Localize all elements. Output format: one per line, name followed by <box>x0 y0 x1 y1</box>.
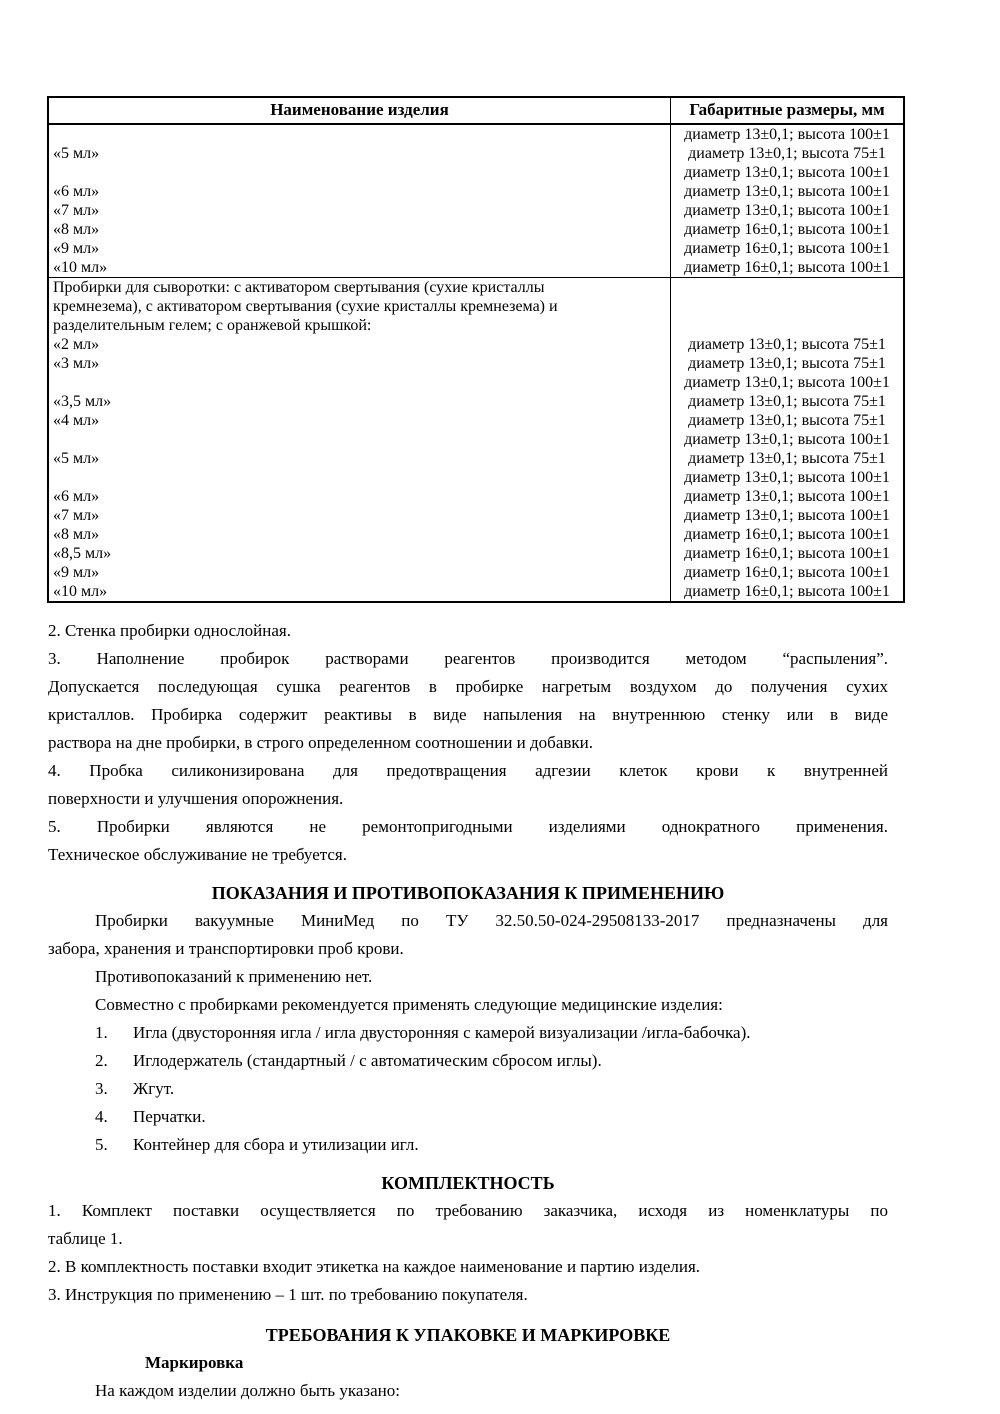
paragraph-label-included: 2. В комплектность поставки входит этикетка на каждое наименование и партию изделия. <box>48 1257 701 1276</box>
dimensions-cell: диаметр 13±0,1; высота 100±1 <box>684 164 890 181</box>
dimensions-cell <box>671 297 903 316</box>
dimensions-cell: диаметр 16±0,1; высота 100±1 <box>684 583 890 600</box>
paragraph-line: 3. Наполнение пробирок растворами реагентов производится методом “распыления”. <box>48 649 888 668</box>
product-dimensions-table <box>47 96 905 603</box>
product-name-cell: «5 мл» <box>49 449 671 468</box>
paragraph-filling <box>48 645 888 757</box>
product-name-cell: «8 мл» <box>49 525 671 544</box>
heading-packaging: ТРЕБОВАНИЯ К УПАКОВКЕ И МАРКИРОВКЕ <box>265 1325 671 1345</box>
list-item-tourniquet <box>48 1075 888 1103</box>
table-row <box>49 220 903 239</box>
list-item-gloves <box>48 1103 888 1131</box>
dimensions-cell <box>671 278 903 297</box>
dimensions-cell <box>671 316 903 335</box>
dimensions-cell: диаметр 13±0,1; высота 75±1 <box>688 336 886 353</box>
product-name-cell <box>49 373 671 392</box>
paragraph-marking-intro: На каждом изделии должно быть указано: <box>95 1381 400 1400</box>
table-section-serum-tubes <box>49 278 903 601</box>
list-number: 3. <box>95 1079 108 1098</box>
table-row <box>49 297 903 316</box>
table-row <box>49 239 903 258</box>
dimensions-cell: диаметр 13±0,1; высота 75±1 <box>688 355 886 372</box>
paragraph-instruction: 3. Инструкция по применению – 1 шт. по требованию покупателя. <box>48 1285 528 1304</box>
dimensions-cell: диаметр 13±0,1; высота 100±1 <box>684 126 890 143</box>
product-name-cell: «8,5 мл» <box>49 544 671 563</box>
table-row <box>49 373 903 392</box>
product-name-cell: «9 мл» <box>49 563 671 582</box>
dimensions-cell: диаметр 13±0,1; высота 100±1 <box>684 469 890 486</box>
paragraph-line: Допускается последующая сушка реагентов в пробирке нагретым воздухом до получения сухих <box>48 677 888 696</box>
list-text: Жгут. <box>133 1079 175 1098</box>
table-row <box>49 125 903 144</box>
product-name-cell: «10 мл» <box>49 582 671 601</box>
table-row <box>49 335 903 354</box>
list-text: Перчатки. <box>133 1107 206 1126</box>
product-name-cell: «6 мл» <box>49 182 671 201</box>
product-name-cell <box>49 430 671 449</box>
paragraph-line: Пробирки вакуумные МиниМед по ТУ 32.50.50-024-29508133-2017 предназначены для <box>95 911 888 930</box>
serum-tube-description-line: кремнезема), с активатором свертывания (сухие кристаллы кремнезема) и <box>49 297 671 316</box>
dimensions-cell: диаметр 13±0,1; высота 100±1 <box>684 374 890 391</box>
table-section-plain-tubes <box>49 125 903 278</box>
dimensions-cell: диаметр 16±0,1; высота 100±1 <box>684 545 890 562</box>
list-item-container <box>48 1131 888 1159</box>
table-row <box>49 163 903 182</box>
product-name-cell: «9 мл» <box>49 239 671 258</box>
product-name-cell: «5 мл» <box>49 144 671 163</box>
dimensions-header: Габаритные размеры, мм <box>689 100 885 119</box>
dimensions-cell: диаметр 13±0,1; высота 75±1 <box>688 393 886 410</box>
serum-tube-description-line: разделительным гелем; с оранжевой крышкой: <box>49 316 671 335</box>
dimensions-cell: диаметр 13±0,1; высота 75±1 <box>688 450 886 467</box>
paragraph-line: 4. Пробка силиконизирована для предотвращения адгезии клеток крови к внутренней <box>48 761 888 780</box>
paragraph-line: забора, хранения и транспортировки проб крови. <box>48 939 404 958</box>
paragraph-line: 1. Комплект поставки осуществляется по требованию заказчика, исходя из номенклатуры по <box>48 1201 888 1220</box>
paragraph-stopper <box>48 757 888 813</box>
paragraph-line: поверхности и улучшения опорожнения. <box>48 789 344 808</box>
table-row <box>49 144 903 163</box>
list-number: 4. <box>95 1107 108 1126</box>
dimensions-cell: диаметр 16±0,1; высота 100±1 <box>684 526 890 543</box>
list-item-needle <box>48 1019 888 1047</box>
paragraph-line: 5. Пробирки являются не ремонтопригодными изделиями однократного применения. <box>48 817 888 836</box>
dimensions-cell: диаметр 16±0,1; высота 100±1 <box>684 240 890 257</box>
paragraph-single-use <box>48 813 888 869</box>
product-name-cell <box>49 468 671 487</box>
table-row <box>49 544 903 563</box>
serum-tube-description-line: Пробирки для сыворотки: с активатором свертывания (сухие кристаллы <box>49 278 671 297</box>
table-row <box>49 582 903 601</box>
document-body <box>48 617 888 1405</box>
paragraph-purpose <box>48 907 888 963</box>
product-name-cell: «3,5 мл» <box>49 392 671 411</box>
paragraph-wall: 2. Стенка пробирки однослойная. <box>48 621 291 640</box>
subheading-marking: Маркировка <box>145 1353 244 1372</box>
table-row <box>49 525 903 544</box>
dimensions-cell: диаметр 13±0,1; высота 100±1 <box>684 488 890 505</box>
list-text: Контейнер для сбора и утилизации игл. <box>133 1135 419 1154</box>
heading-indications: ПОКАЗАНИЯ И ПРОТИВОПОКАЗАНИЯ К ПРИМЕНЕНИЮ <box>211 883 725 903</box>
product-name-cell: «7 мл» <box>49 506 671 525</box>
list-number: 1. <box>95 1023 108 1042</box>
dimensions-cell: диаметр 13±0,1; высота 100±1 <box>684 431 890 448</box>
paragraph-line: кристаллов. Пробирка содержит реактивы в виде напыления на внутреннюю стенку или в виде <box>48 705 888 724</box>
dimensions-cell: диаметр 16±0,1; высота 100±1 <box>684 221 890 238</box>
product-name-cell: «6 мл» <box>49 487 671 506</box>
paragraph-line: Техническое обслуживание не требуется. <box>48 845 348 864</box>
table-row <box>49 506 903 525</box>
paragraph-recommended-devices: Совместно с пробирками рекомендуется применять следующие медицинские изделия: <box>95 995 723 1014</box>
table-row <box>49 487 903 506</box>
product-name-cell <box>49 163 671 182</box>
paragraph-line: раствора на дне пробирки, в строго определенном соотношении и добавки. <box>48 733 593 752</box>
list-item-holder <box>48 1047 888 1075</box>
product-name-cell: «2 мл» <box>49 335 671 354</box>
table-row <box>49 354 903 373</box>
dimensions-cell: диаметр 13±0,1; высота 100±1 <box>684 183 890 200</box>
list-text: Иглодержатель (стандартный / с автоматическим сбросом иглы). <box>133 1051 602 1070</box>
table-row <box>49 563 903 582</box>
table-row <box>49 201 903 220</box>
paragraph-contraindications: Противопоказаний к применению нет. <box>95 967 373 986</box>
table-header-row <box>49 98 903 125</box>
list-number: 2. <box>95 1051 108 1070</box>
product-name-cell: «8 мл» <box>49 220 671 239</box>
paragraph-line: таблице 1. <box>48 1229 123 1248</box>
table-row <box>49 392 903 411</box>
product-name-header: Наименование изделия <box>49 98 671 123</box>
table-row <box>49 449 903 468</box>
list-number: 5. <box>95 1135 108 1154</box>
dimensions-cell: диаметр 13±0,1; высота 75±1 <box>688 412 886 429</box>
heading-completeness: КОМПЛЕКТНОСТЬ <box>381 1173 555 1193</box>
paragraph-delivery-set <box>48 1197 888 1253</box>
dimensions-cell: диаметр 16±0,1; высота 100±1 <box>684 259 890 276</box>
dimensions-cell: диаметр 13±0,1; высота 75±1 <box>688 145 886 162</box>
product-name-cell: «10 мл» <box>49 258 671 277</box>
product-name-cell <box>49 125 671 144</box>
dimensions-cell: диаметр 16±0,1; высота 100±1 <box>684 564 890 581</box>
list-text: Игла (двусторонняя игла / игла двусторонняя с камерой визуализации /игла-бабочка). <box>133 1023 751 1042</box>
table-row <box>49 430 903 449</box>
dimensions-cell: диаметр 13±0,1; высота 100±1 <box>684 202 890 219</box>
table-row <box>49 468 903 487</box>
table-row <box>49 278 903 297</box>
table-row <box>49 182 903 201</box>
product-name-cell: «4 мл» <box>49 411 671 430</box>
product-name-cell: «7 мл» <box>49 201 671 220</box>
table-row <box>49 258 903 277</box>
dimensions-cell: диаметр 13±0,1; высота 100±1 <box>684 507 890 524</box>
table-row <box>49 316 903 335</box>
table-row <box>49 411 903 430</box>
product-name-cell: «3 мл» <box>49 354 671 373</box>
